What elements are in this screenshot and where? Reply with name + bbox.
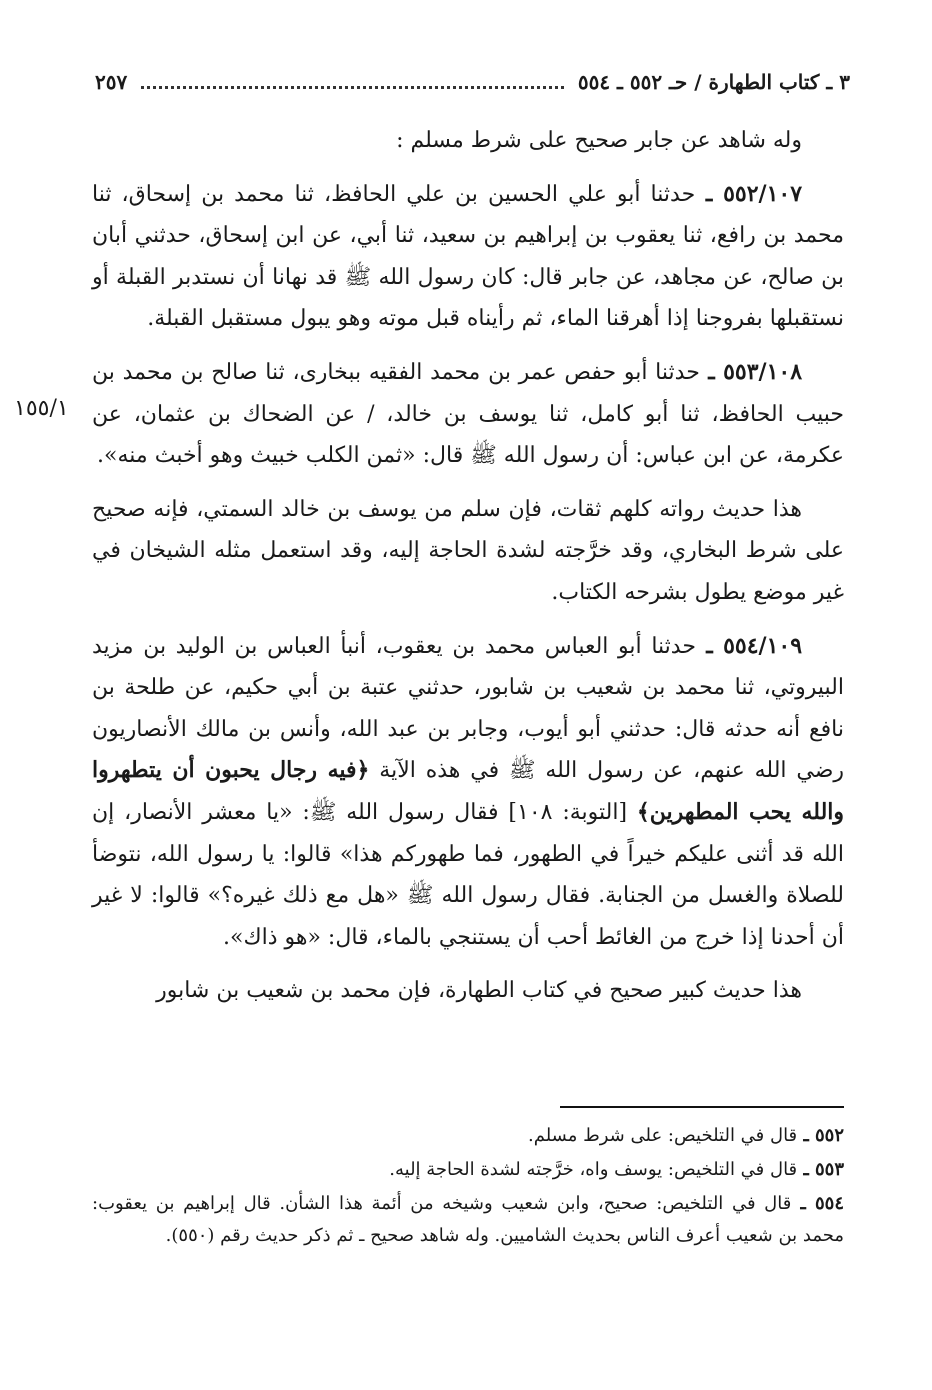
hadith-number: ٥٥٤/١٠٩ ـ [695,632,803,659]
quran-verse: ﴿فيه رجال يحبون أن يتطهروا والله يحب المطهرين﴾ [92,757,845,825]
margin-page-reference: ١٥٥/١ [14,396,69,421]
hadith-text: حدثنا أبو حفص عمر بن محمد الفقيه ببخارى، ثنا صالح بن محمد بن حبيب الحافظ، ثنا أبو كامل، ثنا يوسف بن خالد، / عن الضحاك بن عثمان، عن عكرمة، عن ابن عباس: أن رسول الله ﷺ قال: «ثمن الكلب خبيث وهو أخبث منه». [92,359,844,469]
footnote-text: قال في التلخيص: صحيح، وابن شعيب وشيخه من أئمة هذا الشأن. قال إبراهيم بن يعقوب: محمد بن شعيب أعرف الناس بحديث الشاميين. وله شاهد صحيح ـ ثم ذكر حديث رقم (٥٥٠). [92,1193,844,1246]
paragraph-witness-intro [92,120,844,162]
page-number: ٢٥٧ [95,70,128,94]
hadith-553 [92,352,844,477]
commentary-553 [92,489,844,614]
header-title: ٣ ـ كتاب الطهارة / حـ ٥٥٢ ـ ٥٥٤ [577,70,850,94]
footnotes [92,1120,844,1254]
commentary-554 [92,970,844,1012]
hadith-text: حدثنا أبو علي الحسين بن علي الحافظ، ثنا محمد بن إسحاق، ثنا محمد بن رافع، ثنا يعقوب بن إبراهيم بن سعيد، ثنا أبي، عن ابن إسحاق، حدثني أبان بن صالح، عن مجاهد، عن جابر قال: كان رسول الله ﷺ قد نهانا أن نستدبر القبلة أو نستقبلها بفروجنا إذا أهرقنا الماء، ثم رأيناه قبل موته وهو يبول مستقبل القبلة. [92,181,844,332]
footnote-text: قال في التلخيص: على شرط مسلم. [528,1125,798,1146]
paragraph-text: وله شاهد عن جابر صحيح على شرط مسلم : [396,128,802,153]
footnote-number: ٥٥٣ ـ [797,1159,844,1180]
footnote-separator [560,1106,844,1108]
footnote-number: ٥٥٤ ـ [791,1193,845,1214]
footnote-552 [92,1120,844,1152]
hadith-554 [92,626,844,959]
footnote-554 [92,1188,844,1252]
footnote-number: ٥٥٢ ـ [797,1125,844,1146]
footnote-553 [92,1154,844,1186]
footnote-text: قال في التلخيص: يوسف واه، خرَّجته لشدة الحاجة إليه. [389,1159,798,1180]
hadith-552 [92,174,844,340]
hadith-number: ٥٥٣/١٠٨ ـ [699,358,803,385]
hadith-number: ٥٥٢/١٠٧ ـ [695,180,803,207]
main-text [92,120,844,1024]
running-header [95,62,850,102]
commentary-text: هذا حديث رواته كلهم ثقات، فإن سلم من يوسف بن خالد السمتي، فإنه صحيح على شرط البخاري، وقد خرَّجته لشدة الحاجة إليه، وقد استعمل مثله الشيخان في غير موضع يطول بشرحه الكتاب. [92,496,844,605]
hadith-text-continued: [التوبة: ١٠٨] فقال رسول الله ﷺ: «يا معشر الأنصار، إن الله قد أثنى عليكم خيراً في الطهور، فما طهوركم هذا» قالوا: يا رسول الله، نتوضأ للصلاة والغسل من الجنابة. فقال رسول الله ﷺ «هل مع ذلك غيره؟» قالوا: لا غير أن أحدنا إذا خرج من الغائط أحب أن يستنجي بالماء، قال: «هو ذاك». [92,799,844,950]
header-dot-leader [141,86,564,89]
commentary-text: هذا حديث كبير صحيح في كتاب الطهارة، فإن محمد بن شعيب بن شابور [156,978,802,1004]
hadith-text: حدثنا أبو العباس محمد بن يعقوب، أنبأ العباس بن الوليد بن مزيد البيروتي، ثنا محمد بن شعيب بن شابور، حدثني عتبة بن أبي حكيم، عن طلحة بن نافع أنه حدثه قال: حدثني أبو أيوب، وجابر بن عبد الله، وأنس بن مالك الأنصاريون رضي الله عنهم، عن رسول الله ﷺ في هذه الآية [92,633,844,784]
